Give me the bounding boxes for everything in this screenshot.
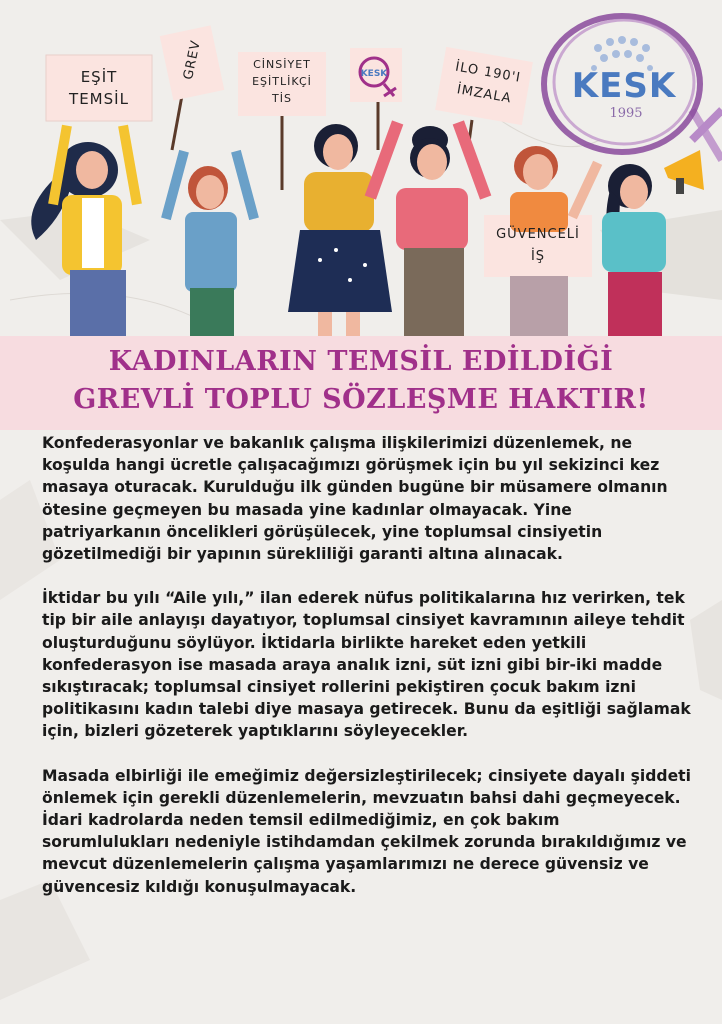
- headline-banner: [0, 336, 722, 430]
- sign-ilo-line1: İLO 190'I: [454, 59, 522, 86]
- sign-ilo-line2: İMZALA: [455, 82, 513, 107]
- kesk-logo-year: 1995: [609, 106, 643, 121]
- paragraph-1: Konfederasyonlar ve bakanlık çalışma ilişkilerimizi düzenlemek, ne koşulda hangi ücretle çalışacağımızı görüşmek için bu yıl sekizinci kez masaya oturacak. Kurulduğu ilk günden bugüne bir müsamere olmanın ötesine geçmeyen bu masada yine kadınlar olmayacak. Yine patriyarkanın öncelikleri görüşülecek, yine toplumsal cinsiyetin gözetilmediği bir yapının sürekliliği garanti altına alınacak.: [42, 434, 668, 564]
- sign-cinsiyet-line1: CİNSİYET: [253, 58, 311, 71]
- woman-3: [288, 124, 392, 340]
- sign-guvenceli-text: [484, 224, 592, 268]
- woman-1: [31, 125, 142, 340]
- sign-guvenceli-line1: GÜVENCELİ: [496, 227, 580, 242]
- kesk-logo-text: KESK: [571, 66, 677, 106]
- woman-2: [161, 150, 259, 340]
- sign-esit-line2: TEMSİL: [69, 90, 129, 108]
- sign-cinsiyet-line3: TİS: [272, 92, 292, 105]
- paragraph-2: İktidar bu yılı “Aile yılı,” ilan ederek nüfus politikalarına hız verirken, tek tip bir aile anlayışı dayatıyor, toplumsal cinsiyet kavramının aileye tehdit oluşturduğunu söylüyor. İktidarla birlikte hareket eden yetkili konfederasyon ise masada araya analık izni, süt izni gibi bir-iki madde sıkıştıracak; toplumsal cinsiyet rollerini pekiştiren çocuk bakım izni politikasını kadın talebi diye masaya getirecek. Bunu da eşitliği sağlamak için, bizleri gözeterek yaptıklarını söyleyecekler.: [42, 589, 691, 741]
- body-text: [42, 432, 692, 920]
- sign-esit-line1: EŞİT: [80, 68, 118, 86]
- headline-line-2: GREVLİ TOPLU SÖZLEŞME HAKTIR!: [73, 384, 649, 415]
- sign-cinsiyet-line2: EŞİTLİKÇİ: [252, 75, 312, 88]
- sign-mini-logo-text: KESK: [360, 69, 388, 79]
- paragraph-3: Masada elbirliği ile emeğimiz değersizleştirilecek; cinsiyete dayalı şiddeti önlemek için gerekli düzenlemelerin, mevzuatın bahsi dahi geçmeyecek. İdari kadrolarda neden temsil edilmediğimiz, en çok bakım sorumlulukları nedeniyle istihdamdan çekilmek zorunda bırakıldığımız ve mevcut düzenlemelerin çalışma yaşamlarımızı ne derece güvensiz ve güvencesiz kıldığı konuşulmayacak.: [42, 766, 691, 896]
- sign-guvenceli-line2: İŞ: [530, 249, 546, 264]
- sign-grev-text: GREV: [180, 38, 205, 82]
- headline-line-1: KADINLARIN TEMSİL EDİLDİĞİ: [108, 346, 614, 377]
- sign-cinsiyet-text: [236, 56, 328, 107]
- sign-esit-temsil-text: [46, 66, 152, 110]
